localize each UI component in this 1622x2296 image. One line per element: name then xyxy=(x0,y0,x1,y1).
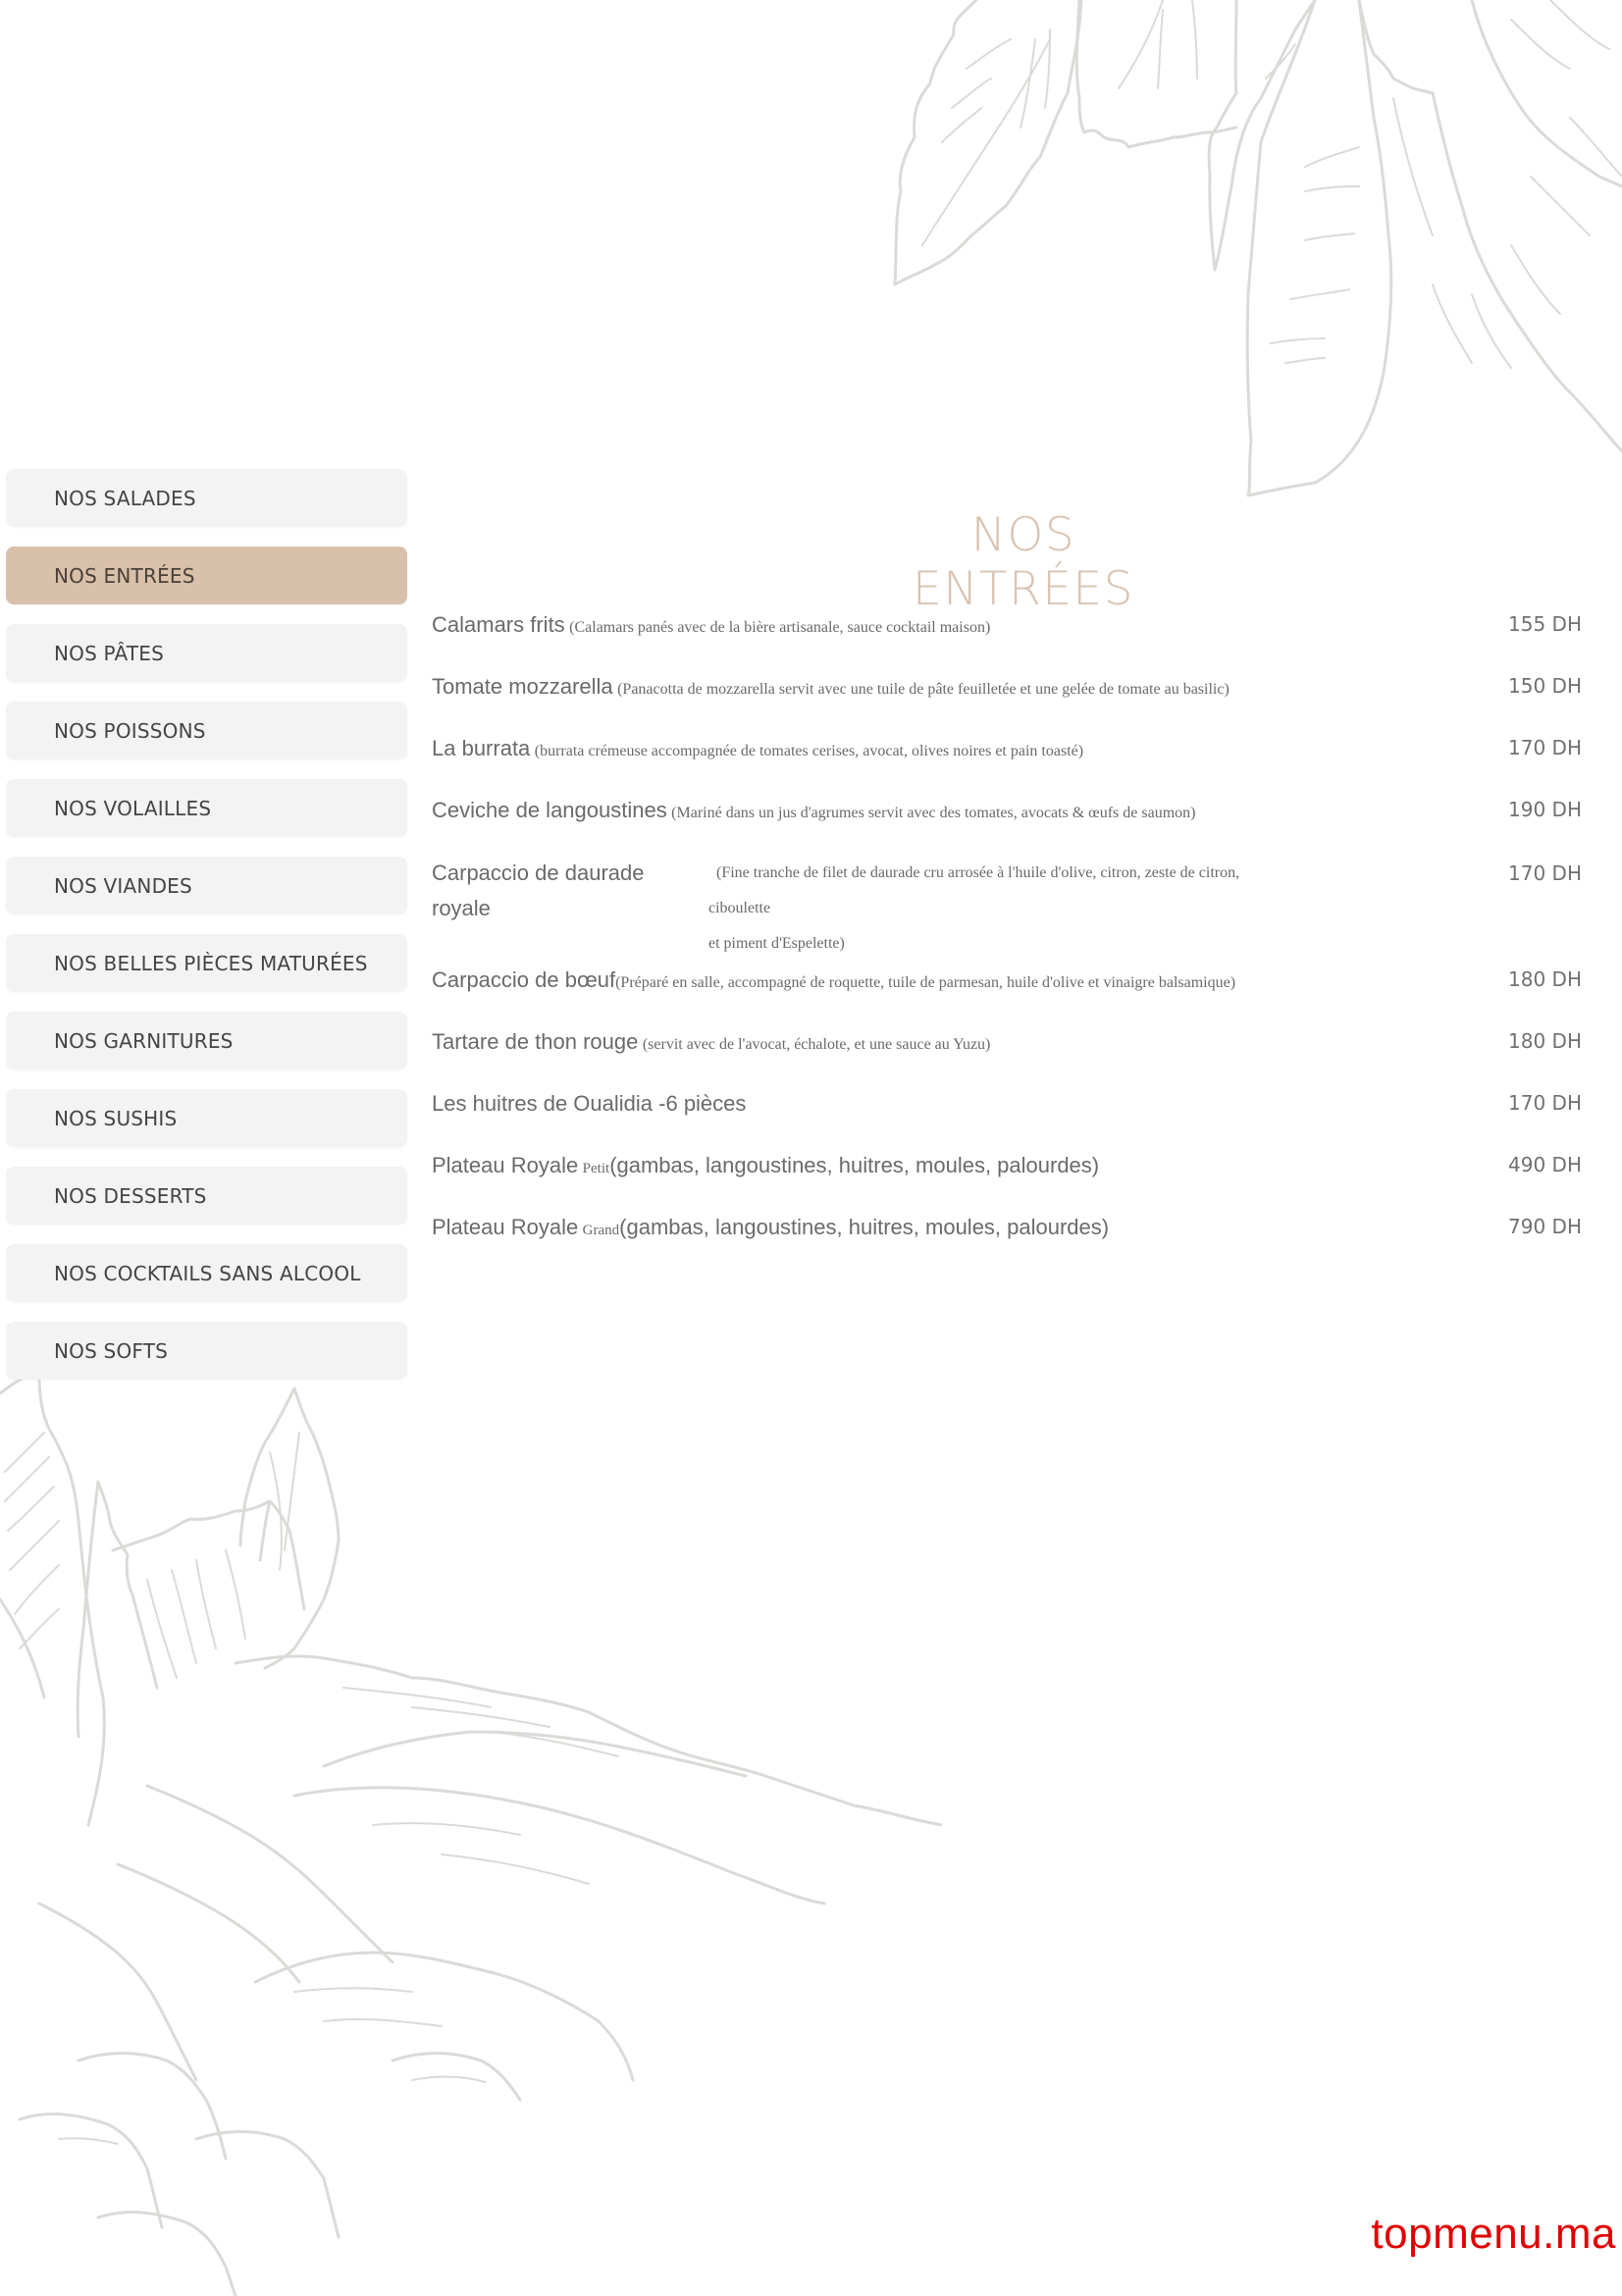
item-description: (Calamars panés avec de la bière artisanale, sauce cocktail maison) xyxy=(569,619,991,636)
leaf-illustration-top-right xyxy=(883,0,1622,510)
leaf-illustration-bottom-left xyxy=(0,1374,942,2296)
item-price: 170 DH xyxy=(1508,861,1582,885)
item-name: Tomate mozzarella xyxy=(432,674,613,699)
nav-item-poissons[interactable] xyxy=(6,702,407,759)
item-price: 790 DH xyxy=(1508,1215,1582,1238)
nav-item-label: NOS GARNITURES xyxy=(54,1028,234,1053)
item-description: (gambas, langoustines, huitres, moules, palourdes) xyxy=(619,1215,1110,1239)
nav-item-label: NOS PÂTES xyxy=(54,641,165,665)
watermark-topmenu: topmenu.ma xyxy=(1371,2210,1616,2258)
item-name: Les huitres de Oualidia -6 pièces xyxy=(432,1091,747,1116)
item-description: (Panacotta de mozzarella servit avec une tuile de pâte feuilletée et une gelée de tomate au basilic) xyxy=(617,681,1230,698)
nav-item-garnitures[interactable] xyxy=(6,1012,407,1070)
menu-item xyxy=(432,1091,1582,1130)
menu-item xyxy=(432,1215,1582,1254)
item-price: 155 DH xyxy=(1508,612,1582,636)
nav-item-label: NOS DESSERTS xyxy=(54,1183,207,1208)
item-size: Grand xyxy=(582,1223,620,1238)
menu-item xyxy=(432,1029,1582,1069)
menu-item xyxy=(432,967,1582,1007)
item-price: 180 DH xyxy=(1508,967,1582,991)
item-name: Calamars frits xyxy=(432,612,565,637)
nav-item-pieces-maturees[interactable] xyxy=(6,934,407,992)
item-description: (burrata crémeuse accompagnée de tomates cerises, avocat, olives noires et pain toasté) xyxy=(534,743,1084,759)
item-price: 490 DH xyxy=(1508,1153,1582,1176)
item-name: Carpaccio de daurade royale xyxy=(432,861,645,920)
menu-item xyxy=(432,798,1582,837)
menu-item xyxy=(432,1153,1582,1192)
nav-item-label: NOS VOLAILLES xyxy=(54,796,212,820)
nav-item-label: NOS BELLES PIÈCES MATURÉES xyxy=(54,951,368,975)
item-price: 190 DH xyxy=(1508,798,1582,821)
nav-item-label: NOS ENTRÉES xyxy=(54,563,195,588)
nav-item-viandes[interactable] xyxy=(6,857,407,914)
nav-item-label: NOS SOFTS xyxy=(54,1338,169,1363)
menu-item xyxy=(432,856,1582,964)
item-name: Plateau Royale xyxy=(432,1215,579,1239)
item-description: (Préparé en salle, accompagné de roquette, tuile de parmesan, huile d'olive et vinaigre balsamique) xyxy=(615,974,1236,991)
item-size: Petit xyxy=(582,1161,610,1176)
menu-item xyxy=(432,736,1582,775)
item-price: 170 DH xyxy=(1508,736,1582,759)
nav-item-label: NOS POISSONS xyxy=(54,718,206,743)
item-price: 170 DH xyxy=(1508,1091,1582,1115)
item-price: 150 DH xyxy=(1508,674,1582,698)
nav-item-salades[interactable] xyxy=(6,469,407,527)
item-description: (gambas, langoustines, huitres, moules, palourdes) xyxy=(609,1153,1100,1177)
nav-item-volailles[interactable] xyxy=(6,779,407,837)
item-description: (Fine tranche de filet de daurade cru arrosée à l'huile d'olive, citron, zeste de citron, ciboulette et piment d'Espelette) xyxy=(708,864,1240,952)
nav-item-label: NOS VIANDES xyxy=(54,873,192,898)
menu-item xyxy=(432,612,1582,652)
category-sidebar xyxy=(6,469,407,1399)
item-description: (servit avec de l'avocat, échalote, et une sauce au Yuzu) xyxy=(642,1036,991,1053)
nav-item-pates[interactable] xyxy=(6,624,407,682)
item-name: Tartare de thon rouge xyxy=(432,1029,639,1054)
nav-item-entrees[interactable] xyxy=(6,547,407,604)
section-title: NOS ENTRÉES xyxy=(913,508,1134,616)
item-name: Plateau Royale xyxy=(432,1153,579,1177)
nav-item-sushis[interactable] xyxy=(6,1089,407,1147)
nav-item-softs[interactable] xyxy=(6,1322,407,1380)
nav-item-label: NOS COCKTAILS SANS ALCOOL xyxy=(54,1261,361,1285)
item-description: (Mariné dans un jus d'agrumes servit avec des tomates, avocats & œufs de saumon) xyxy=(671,805,1196,821)
nav-item-label: NOS SUSHIS xyxy=(54,1106,178,1130)
menu-item xyxy=(432,674,1582,713)
item-name: Carpaccio de bœuf xyxy=(432,967,616,992)
nav-item-cocktails-sans-alcool[interactable] xyxy=(6,1244,407,1302)
item-name: Ceviche de langoustines xyxy=(432,798,667,822)
item-name: La burrata xyxy=(432,736,531,760)
item-price: 180 DH xyxy=(1508,1029,1582,1053)
nav-item-label: NOS SALADES xyxy=(54,486,196,510)
nav-item-desserts[interactable] xyxy=(6,1167,407,1225)
